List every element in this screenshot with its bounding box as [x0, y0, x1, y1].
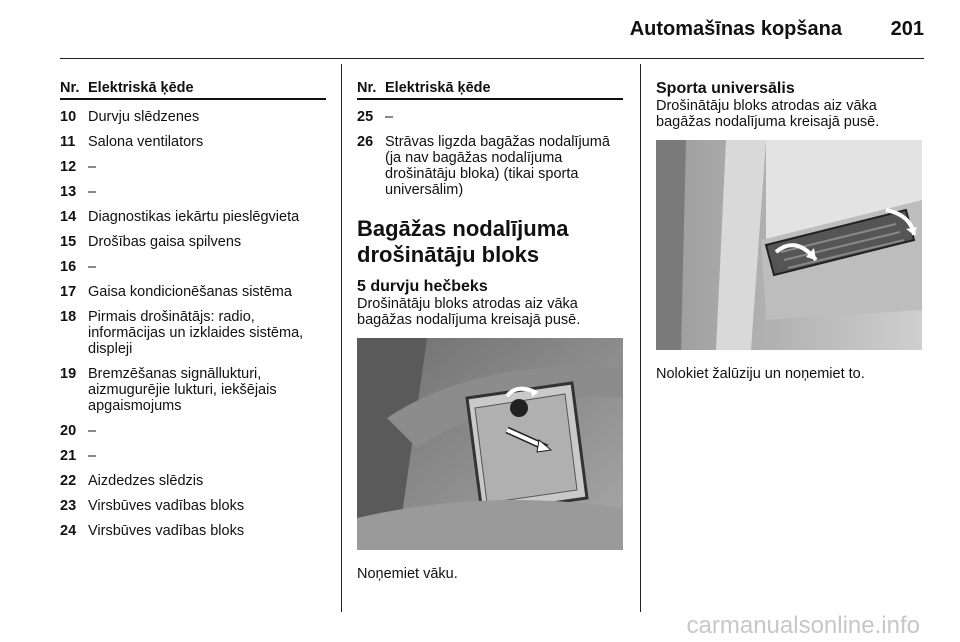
fuse-number: 15 — [60, 234, 77, 250]
page-number: 201 — [890, 18, 924, 40]
circuit-name: Gaisa kondicionēšanas sistēma — [88, 284, 292, 300]
estate-caption: Nolokiet žalūziju un noņemiet to. — [656, 366, 865, 382]
circuit-name: Virsbūves vadības bloks — [88, 498, 245, 514]
table-header — [357, 80, 623, 100]
fuse-number: 19 — [60, 366, 77, 382]
fuse-number: 26 — [357, 134, 374, 150]
section-heading: Bagāžas nodalījuma drošinātāju bloks — [357, 216, 569, 267]
fuse-number: 14 — [60, 209, 77, 225]
page-title: Automašīnas kopšana — [629, 18, 842, 40]
circuit-name: Strāvas ligzda bagāžas nodalījumā (ja nav bagāžas nodalījuma drošinātāju bloka) (tikai sporta universālim) — [385, 134, 610, 198]
fuse-number: 10 — [60, 109, 77, 125]
table-row — [60, 423, 326, 439]
middle-column — [357, 80, 623, 582]
circuit-name: – — [88, 259, 97, 275]
col-header-circuit: Elektriskā ķēde — [385, 80, 491, 96]
fuse-number: 12 — [60, 159, 77, 175]
circuit-name: Drošības gaisa spilvens — [88, 234, 242, 250]
table-row — [60, 109, 326, 125]
col-header-circuit: Elektriskā ķēde — [88, 80, 194, 96]
table-header — [60, 80, 326, 100]
fuse-number: 17 — [60, 284, 77, 300]
table-row — [60, 234, 326, 250]
fuse-number: 23 — [60, 498, 77, 514]
fuse-number: 20 — [60, 423, 77, 439]
table-row — [60, 259, 326, 275]
circuit-name: Durvju slēdzenes — [88, 109, 200, 125]
circuit-name: – — [385, 109, 394, 125]
table-row — [60, 498, 326, 514]
table-row — [60, 523, 326, 539]
table-row — [60, 209, 326, 225]
circuit-name: Diagnostikas iekārtu pieslēgvieta — [88, 209, 300, 225]
column-divider-2 — [640, 64, 641, 612]
header-rule — [60, 58, 924, 59]
subheading-hatchback: 5 durvju hečbeks — [357, 278, 488, 295]
circuit-name: – — [88, 184, 97, 200]
table-row — [60, 448, 326, 464]
table-row — [60, 473, 326, 489]
circuit-name: – — [88, 423, 97, 439]
col-header-nr: Nr. — [60, 80, 80, 96]
circuit-name: Bremzēšanas signāllukturi, aizmugurējie lukturi, iekšējais apgaismojums — [88, 366, 277, 414]
estate-text: Drošinātāju bloks atrodas aiz vāka bagāžas nodalījuma kreisajā pusē. — [656, 98, 880, 130]
hatchback-text: Drošinātāju bloks atrodas aiz vāka bagāžas nodalījuma kreisajā pusē. — [357, 296, 581, 328]
fuse-number: 22 — [60, 473, 77, 489]
circuit-name: Pirmais drošinātājs: radio, informācijas un izklaides sistēma, displeji — [88, 309, 304, 357]
table-row — [60, 309, 326, 357]
col-header-nr: Nr. — [357, 80, 377, 96]
fuse-number: 21 — [60, 448, 77, 464]
column-divider-1 — [341, 64, 342, 612]
subheading-estate: Sporta universālis — [656, 80, 795, 97]
table-row — [60, 159, 326, 175]
circuit-name: – — [88, 159, 97, 175]
right-column — [656, 80, 922, 382]
table-row — [357, 109, 623, 125]
fuse-number: 13 — [60, 184, 77, 200]
circuit-name: Aizdedzes slēdzis — [88, 473, 204, 489]
table-row — [60, 366, 326, 414]
fuse-number: 11 — [60, 134, 76, 150]
circuit-name: Virsbūves vadības bloks — [88, 523, 245, 539]
fuse-number: 24 — [60, 523, 77, 539]
fusebox-blind-photo — [656, 140, 922, 350]
table-row — [357, 134, 623, 198]
circuit-name: – — [88, 448, 97, 464]
table-row — [60, 184, 326, 200]
circuit-name: Salona ventilators — [88, 134, 204, 150]
table-row — [60, 284, 326, 300]
table-row — [60, 134, 326, 150]
fuse-table-left — [60, 80, 326, 548]
fuse-number: 25 — [357, 109, 374, 125]
hatchback-caption: Noņemiet vāku. — [357, 566, 458, 582]
fuse-number: 18 — [60, 309, 77, 325]
watermark-text: carmanualsonline.info — [686, 612, 920, 639]
fuse-number: 16 — [60, 259, 77, 275]
fusebox-cover-photo — [357, 338, 623, 550]
